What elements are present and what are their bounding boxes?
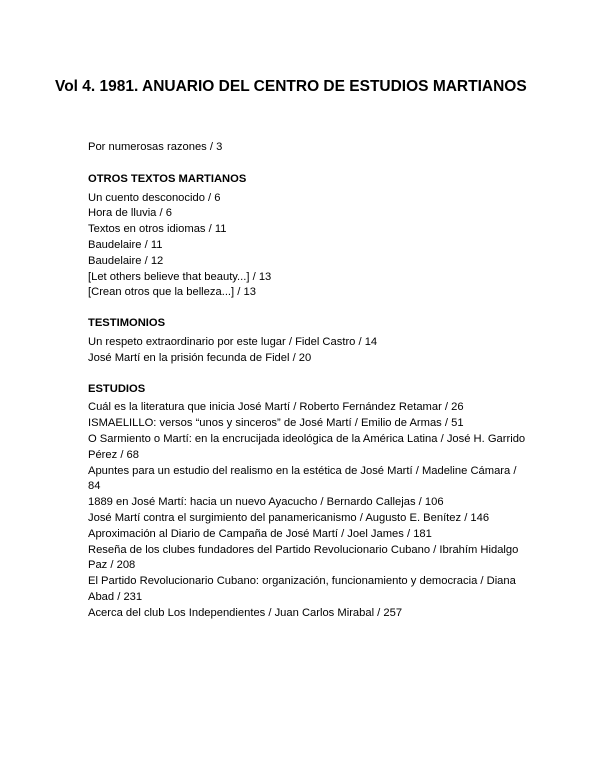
page-title: Vol 4. 1981. ANUARIO DEL CENTRO DE ESTUDIOS MARTIANOS	[55, 78, 527, 95]
table-of-contents	[88, 140, 528, 637]
toc-entry: Baudelaire / 12	[88, 254, 164, 267]
section-testimonios	[88, 316, 528, 366]
section-otros-textos-martianos	[88, 172, 528, 301]
toc-entry: [Crean otros que la belleza...] / 13	[88, 286, 256, 299]
toc-entry: Aproximación al Diario de Campaña de José Martí / Joel James / 181	[88, 527, 432, 540]
toc-entry: ISMAELILLO: versos “unos y sinceros” de José Martí / Emilio de Armas / 51	[88, 417, 464, 430]
toc-entry: José Martí contra el surgimiento del panamericanismo / Augusto E. Benítez / 146	[88, 511, 490, 524]
toc-entry: [Let others believe that beauty...] / 13	[88, 270, 272, 283]
toc-entry: José Martí en la prisión fecunda de Fidel / 20	[88, 351, 312, 364]
toc-entry: Acerca del club Los Independientes / Juan Carlos Mirabal / 257	[88, 606, 403, 619]
toc-entry: 1889 en José Martí: hacia un nuevo Ayacucho / Bernardo Callejas / 106	[88, 496, 444, 509]
toc-entry: El Partido Revolucionario Cubano: organización, funcionamiento y democracia / Diana Abad / 231	[88, 575, 516, 603]
section-heading: TESTIMONIOS	[88, 317, 166, 330]
toc-entry: Baudelaire / 11	[88, 238, 163, 251]
toc-entry: Un respeto extraordinario por este lugar / Fidel Castro / 14	[88, 335, 378, 348]
toc-entry: Hora de lluvia / 6	[88, 207, 172, 220]
toc-entry: Textos en otros idiomas / 11	[88, 223, 227, 236]
toc-entry: Un cuento desconocido / 6	[88, 191, 221, 204]
toc-entry: Reseña de los clubes fundadores del Partido Revolucionario Cubano / Ibrahím Hidalgo Paz / 208	[88, 543, 519, 572]
toc-entry: Apuntes para un estudio del realismo en la estética de José Martí / Madeline Cámara / 84	[88, 464, 517, 493]
section-heading: OTROS TEXTOS MARTIANOS	[88, 172, 247, 185]
section-estudios	[88, 382, 528, 622]
toc-entry: O Sarmiento o Martí: en la encrucijada ideológica de la América Latina / José H. Garrido Pérez / 68	[88, 432, 526, 461]
toc-entry: Cuál es la literatura que inicia José Martí / Roberto Fernández Retamar / 26	[88, 401, 464, 414]
section-heading: ESTUDIOS	[88, 382, 146, 395]
intro-entry: Por numerosas razones / 3	[88, 141, 223, 153]
